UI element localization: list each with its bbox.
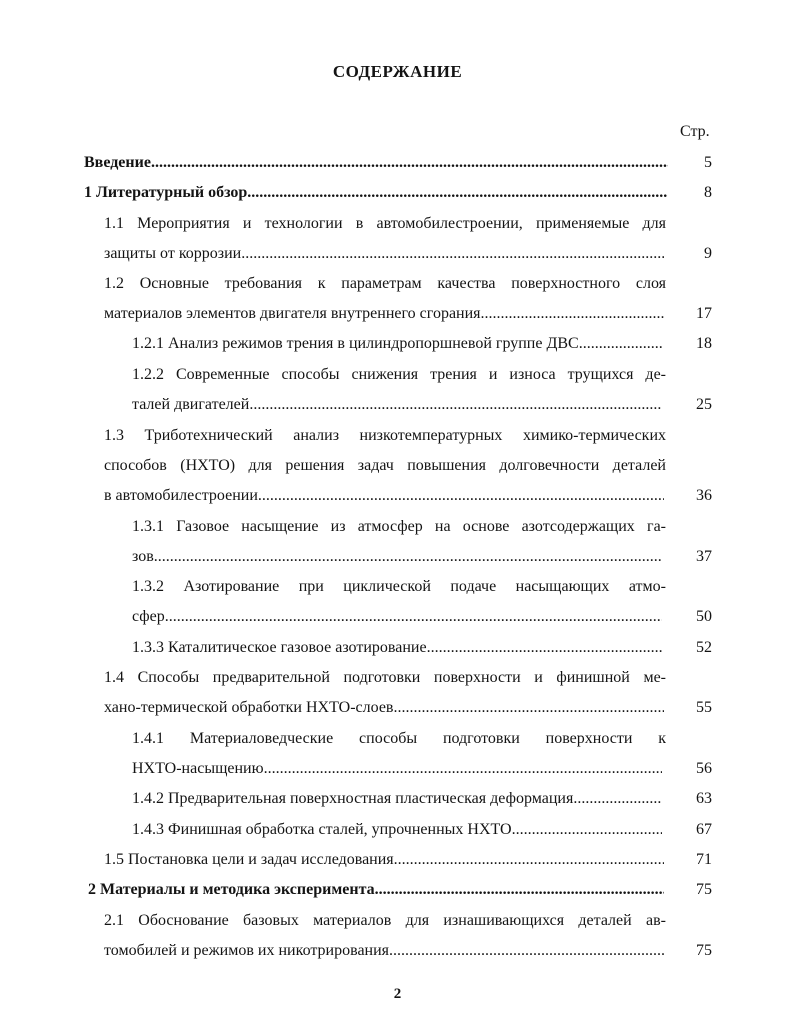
- dot-leader: [154, 545, 662, 569]
- dot-leader: [579, 332, 662, 356]
- toc-page-number: 67: [696, 821, 712, 838]
- toc-entry-text: талей двигателей: [132, 396, 250, 413]
- toc-entry-1-4-line1: 1.4 Способы предварительной подготовки поверхности и финишной ме-: [104, 669, 666, 686]
- toc-entry-text: 2 Материалы и методика эксперимента: [88, 881, 375, 898]
- dot-leader: [375, 878, 664, 902]
- toc-page-number: 52: [696, 639, 712, 656]
- dot-leader: [427, 636, 662, 660]
- toc-page-number: 5: [704, 154, 712, 171]
- toc-page-number: 63: [696, 790, 712, 807]
- page-title: СОДЕРЖАНИЕ: [332, 62, 463, 81]
- toc-entry-text: 1.3.3 Каталитическое газовое азотирование: [132, 639, 427, 656]
- toc-entry-1-3-1-line2: [132, 545, 662, 569]
- toc-entry-1-3-line1: 1.3 Триботехнический анализ низкотемпературных химико-термических: [104, 427, 666, 444]
- toc-entry-1-4-1-line2: [132, 757, 662, 781]
- toc-entry-text: сфер: [132, 608, 165, 625]
- toc-entry-2-1-line2: [104, 939, 664, 963]
- dot-leader: [481, 302, 664, 326]
- toc-page-number: 55: [696, 699, 712, 716]
- toc-entry-text: 1.5 Постановка цели и задач исследования: [104, 851, 394, 868]
- toc-entry-1-1-line1: 1.1 Мероприятия и технологии в автомобилестроении, применяемые для: [104, 215, 666, 232]
- toc-entry-1-3-2-line2: [132, 605, 662, 629]
- toc-page-number: 17: [696, 305, 712, 322]
- dot-leader: [249, 393, 662, 417]
- toc-entry-chapter-1: [84, 181, 668, 205]
- toc-entry-text: зов: [132, 548, 154, 565]
- toc-entry-introduction: [84, 151, 668, 175]
- toc-entry-1-2-2-line1: 1.2.2 Современные способы снижения трения и износа трущихся де-: [132, 366, 666, 383]
- dot-leader: [573, 787, 662, 811]
- toc-entry-text: хано-термической обработки НХТО-слоев: [104, 699, 394, 716]
- toc-entry-1-1-line2: [104, 242, 664, 266]
- toc-entry-text: 1 Литературный обзор: [84, 184, 248, 201]
- dot-leader: [512, 818, 662, 842]
- dot-leader: [258, 484, 664, 508]
- toc-entry-1-4-1-line1: 1.4.1 Материаловедческие способы подготовки поверхности к: [132, 730, 666, 747]
- toc-entry-1-2-2-line2: [132, 393, 662, 417]
- dot-leader: [394, 848, 664, 872]
- toc-entry-text: защиты от коррозии: [104, 245, 242, 262]
- toc-entry-1-4-3: [132, 818, 662, 842]
- dot-leader: [151, 151, 668, 175]
- toc-entry-1-3-2-line1: 1.3.2 Азотирование при циклической подаче насыщающих атмо-: [132, 578, 666, 595]
- toc-entry-text: материалов элементов двигателя внутреннего сгорания: [104, 305, 481, 322]
- toc-entry-1-3-line2: способов (НХТО) для решения задач повышения долговечности деталей: [104, 457, 666, 474]
- toc-entry-text: 1.4.2 Предварительная поверхностная пластическая деформация: [132, 790, 574, 807]
- toc-entry-1-3-line3: [104, 484, 664, 508]
- toc-page-number: 75: [696, 942, 712, 959]
- toc-entry-1-2-1: [132, 332, 662, 356]
- toc-entry-1-2-line1: 1.2 Основные требования к параметрам качества поверхностного слоя: [104, 275, 666, 292]
- toc-entry-text: 1.2.1 Анализ режимов трения в цилиндропоршневой группе ДВС: [132, 335, 579, 352]
- toc-page-number: 36: [696, 487, 712, 504]
- toc-entry-1-2-line2: [104, 302, 664, 326]
- toc-page-number: 9: [704, 245, 712, 262]
- dot-leader: [241, 242, 664, 266]
- toc-entry-1-5: [104, 848, 664, 872]
- footer-page-number: 2: [393, 986, 402, 1002]
- toc-page-number: 75: [696, 881, 712, 898]
- dot-leader: [247, 181, 668, 205]
- dot-leader: [389, 939, 664, 963]
- dot-leader: [264, 757, 662, 781]
- toc-entry-text: томобилей и режимов их никотрирования: [104, 942, 390, 959]
- page-column-label: Стр.: [680, 123, 710, 140]
- toc-entry-text: НХТО-насыщению: [132, 760, 264, 777]
- toc-entry-2-1-line1: 2.1 Обоснование базовых материалов для изнашивающихся деталей ав-: [104, 912, 666, 929]
- toc-page-number: 25: [696, 396, 712, 413]
- toc-entry-text: 1.4.3 Финишная обработка сталей, упрочненных НХТО: [132, 821, 512, 838]
- toc-entry-1-4-line2: [104, 696, 664, 720]
- toc-page-number: 37: [696, 548, 712, 565]
- toc-page-number: 18: [696, 335, 712, 352]
- toc-page-number: 71: [696, 851, 712, 868]
- toc-page-number: 50: [696, 608, 712, 625]
- toc-entry-text: Введение: [84, 154, 151, 171]
- toc-entry-1-3-1-line1: 1.3.1 Газовое насыщение из атмосфер на основе азотсодержащих га-: [132, 518, 666, 535]
- dot-leader: [393, 696, 664, 720]
- toc-entry-chapter-2: [88, 878, 664, 902]
- dot-leader: [165, 605, 662, 629]
- toc-entry-text: в автомобилестроении: [104, 487, 258, 504]
- toc-page-number: 56: [696, 760, 712, 777]
- toc-entry-1-4-2: [132, 787, 662, 811]
- toc-page-number: 8: [704, 184, 712, 201]
- toc-entry-1-3-3: [132, 636, 662, 660]
